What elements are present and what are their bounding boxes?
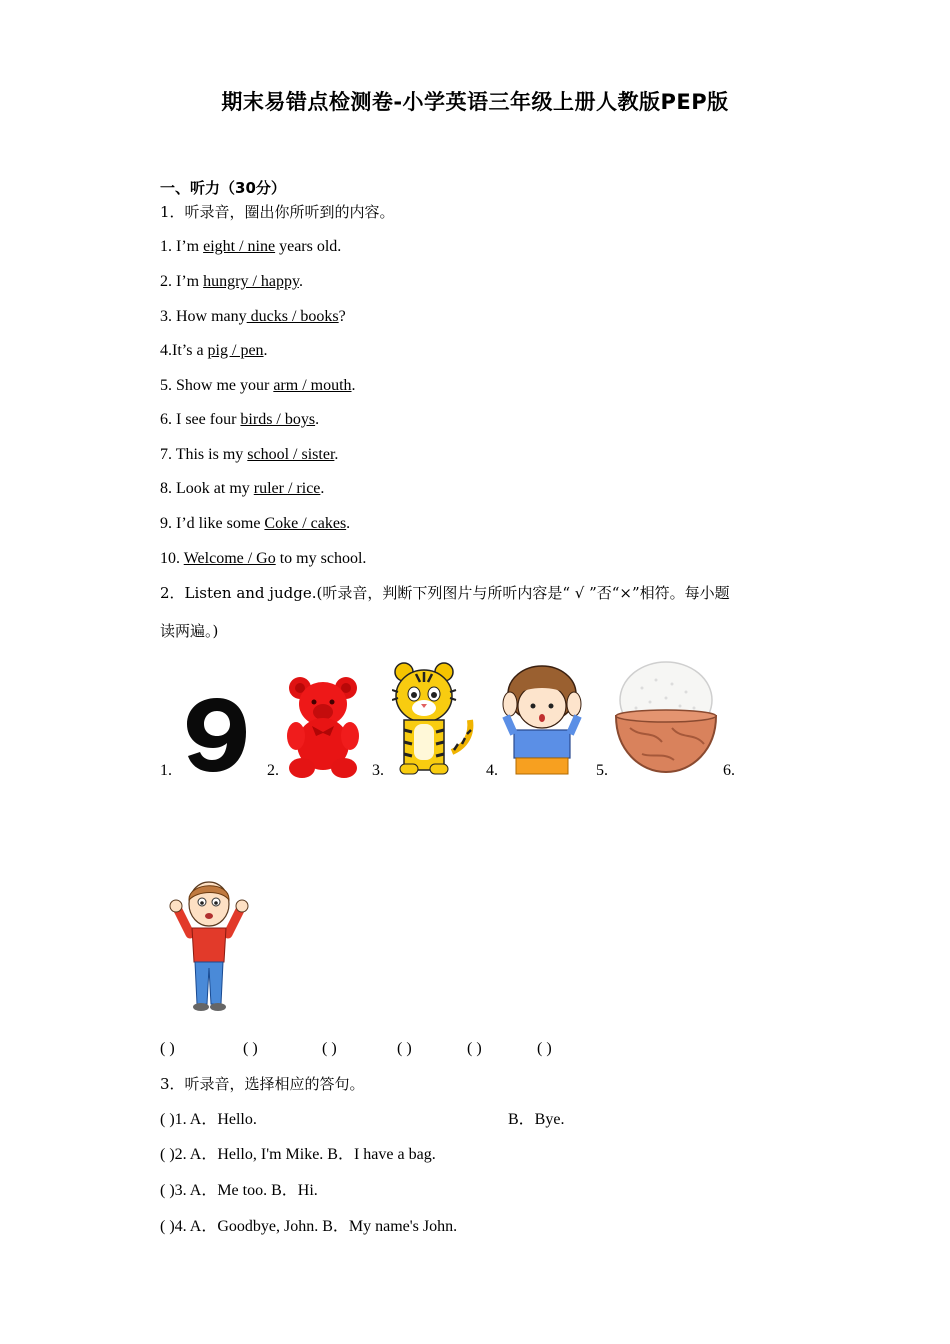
circle-choice-options[interactable]: Coke / cakes (264, 515, 347, 532)
question-3-item-1 (160, 1109, 257, 1131)
circle-choice-options[interactable]: birds / boys (240, 411, 316, 428)
picture-number-1: 1. (160, 762, 172, 779)
choice-text: 1. A．Hello. (174, 1111, 257, 1128)
picture-number-6: 6. (723, 762, 735, 779)
item-suffix: . (320, 480, 325, 497)
circle-choice-options[interactable]: arm / mouth (273, 377, 352, 394)
item-suffix: ? (338, 308, 346, 325)
circle-choice-options[interactable]: eight / nine (203, 238, 276, 255)
item-prefix: 2. I’m (160, 273, 204, 290)
item-prefix: 10. (160, 550, 184, 567)
item-prefix: 8. Look at my (160, 480, 254, 497)
question-2-heading-cont: 读两遍。) (160, 622, 219, 640)
item-suffix: . (351, 377, 356, 394)
question-3-item-4 (160, 1216, 457, 1238)
bowl-of-rice-image (612, 658, 720, 774)
choice-text: 3. A．Me too. B．Hi. (174, 1182, 318, 1199)
item-suffix: . (315, 411, 320, 428)
number-nine-image (184, 696, 250, 774)
circle-choice-options[interactable]: ruler / rice (253, 480, 321, 497)
item-prefix: 9. I’d like some (160, 515, 265, 532)
question-3-item-1-option-b: B．Bye. (508, 1111, 565, 1128)
question-1-item (160, 513, 350, 535)
question-3-item-3 (160, 1180, 318, 1202)
question-1-item (160, 444, 338, 466)
item-suffix: . (263, 342, 268, 359)
question-1-item (160, 306, 346, 328)
choice-text: 4. A．Goodbye, John. B．My name's John. (174, 1218, 458, 1235)
question-1-item (160, 375, 356, 397)
answer-blank[interactable]: ( ) (160, 1146, 175, 1163)
answer-blank-2[interactable]: ( ) (243, 1040, 258, 1057)
answer-blank-4[interactable]: ( ) (397, 1040, 412, 1057)
section-heading-listening: 一、听力（30分） (160, 179, 286, 197)
tiger-image (392, 660, 478, 778)
answer-blank-5[interactable]: ( ) (467, 1040, 482, 1057)
question-1-heading: 1．听录音，圈出你所听到的内容。 (160, 203, 395, 221)
question-1-item (160, 548, 366, 570)
circle-choice-options[interactable]: ducks / books (246, 308, 339, 325)
item-suffix: years old. (275, 238, 342, 255)
answer-blank[interactable]: ( ) (160, 1182, 175, 1199)
answer-blank-3[interactable]: ( ) (322, 1040, 337, 1057)
answer-blank-6[interactable]: ( ) (537, 1040, 552, 1057)
question-1-item (160, 236, 341, 258)
picture-number-5: 5. (596, 762, 608, 779)
item-suffix: to my school. (275, 550, 367, 567)
answer-blank-1[interactable]: ( ) (160, 1040, 175, 1057)
question-3-item-2 (160, 1144, 436, 1166)
question-1-item (160, 478, 324, 500)
circle-choice-options[interactable]: school / sister (247, 446, 335, 463)
answer-blank[interactable]: ( ) (160, 1218, 175, 1235)
item-suffix: . (298, 273, 303, 290)
circle-choice-options[interactable]: pig / pen (207, 342, 264, 359)
item-prefix: 4.It’s a (160, 342, 208, 359)
picture-number-4: 4. (486, 762, 498, 779)
item-prefix: 3. How many (160, 308, 247, 325)
red-teddy-bear-image (284, 674, 362, 778)
question-1-item (160, 340, 268, 362)
question-1-item (160, 271, 303, 293)
page-title: 期末易错点检测卷-小学英语三年级上册人教版PEP版 (221, 90, 729, 114)
item-prefix: 1. I’m (160, 238, 204, 255)
picture-number-3: 3. (372, 762, 384, 779)
boy-raising-arms-image (168, 876, 250, 1014)
picture-number-2: 2. (267, 762, 279, 779)
question-1-item (160, 409, 319, 431)
question-3-heading: 3．听录音，选择相应的答句。 (160, 1075, 365, 1093)
boy-touching-head-image (500, 664, 584, 776)
item-suffix: . (346, 515, 351, 532)
item-prefix: 5. Show me your (160, 377, 274, 394)
circle-choice-options[interactable]: Welcome / Go (183, 550, 276, 567)
circle-choice-options[interactable]: hungry / happy (203, 273, 299, 290)
item-prefix: 6. I see four (160, 411, 241, 428)
question-2-heading: 2．Listen and judge.(听录音，判断下列图片与所听内容是“ √ ”否“×”相符。每小题 (160, 584, 730, 602)
answer-blank[interactable]: ( ) (160, 1111, 175, 1128)
item-prefix: 7. This is my (160, 446, 248, 463)
item-suffix: . (334, 446, 339, 463)
choice-text: 2. A．Hello, I'm Mike. B．I have a bag. (174, 1146, 436, 1163)
